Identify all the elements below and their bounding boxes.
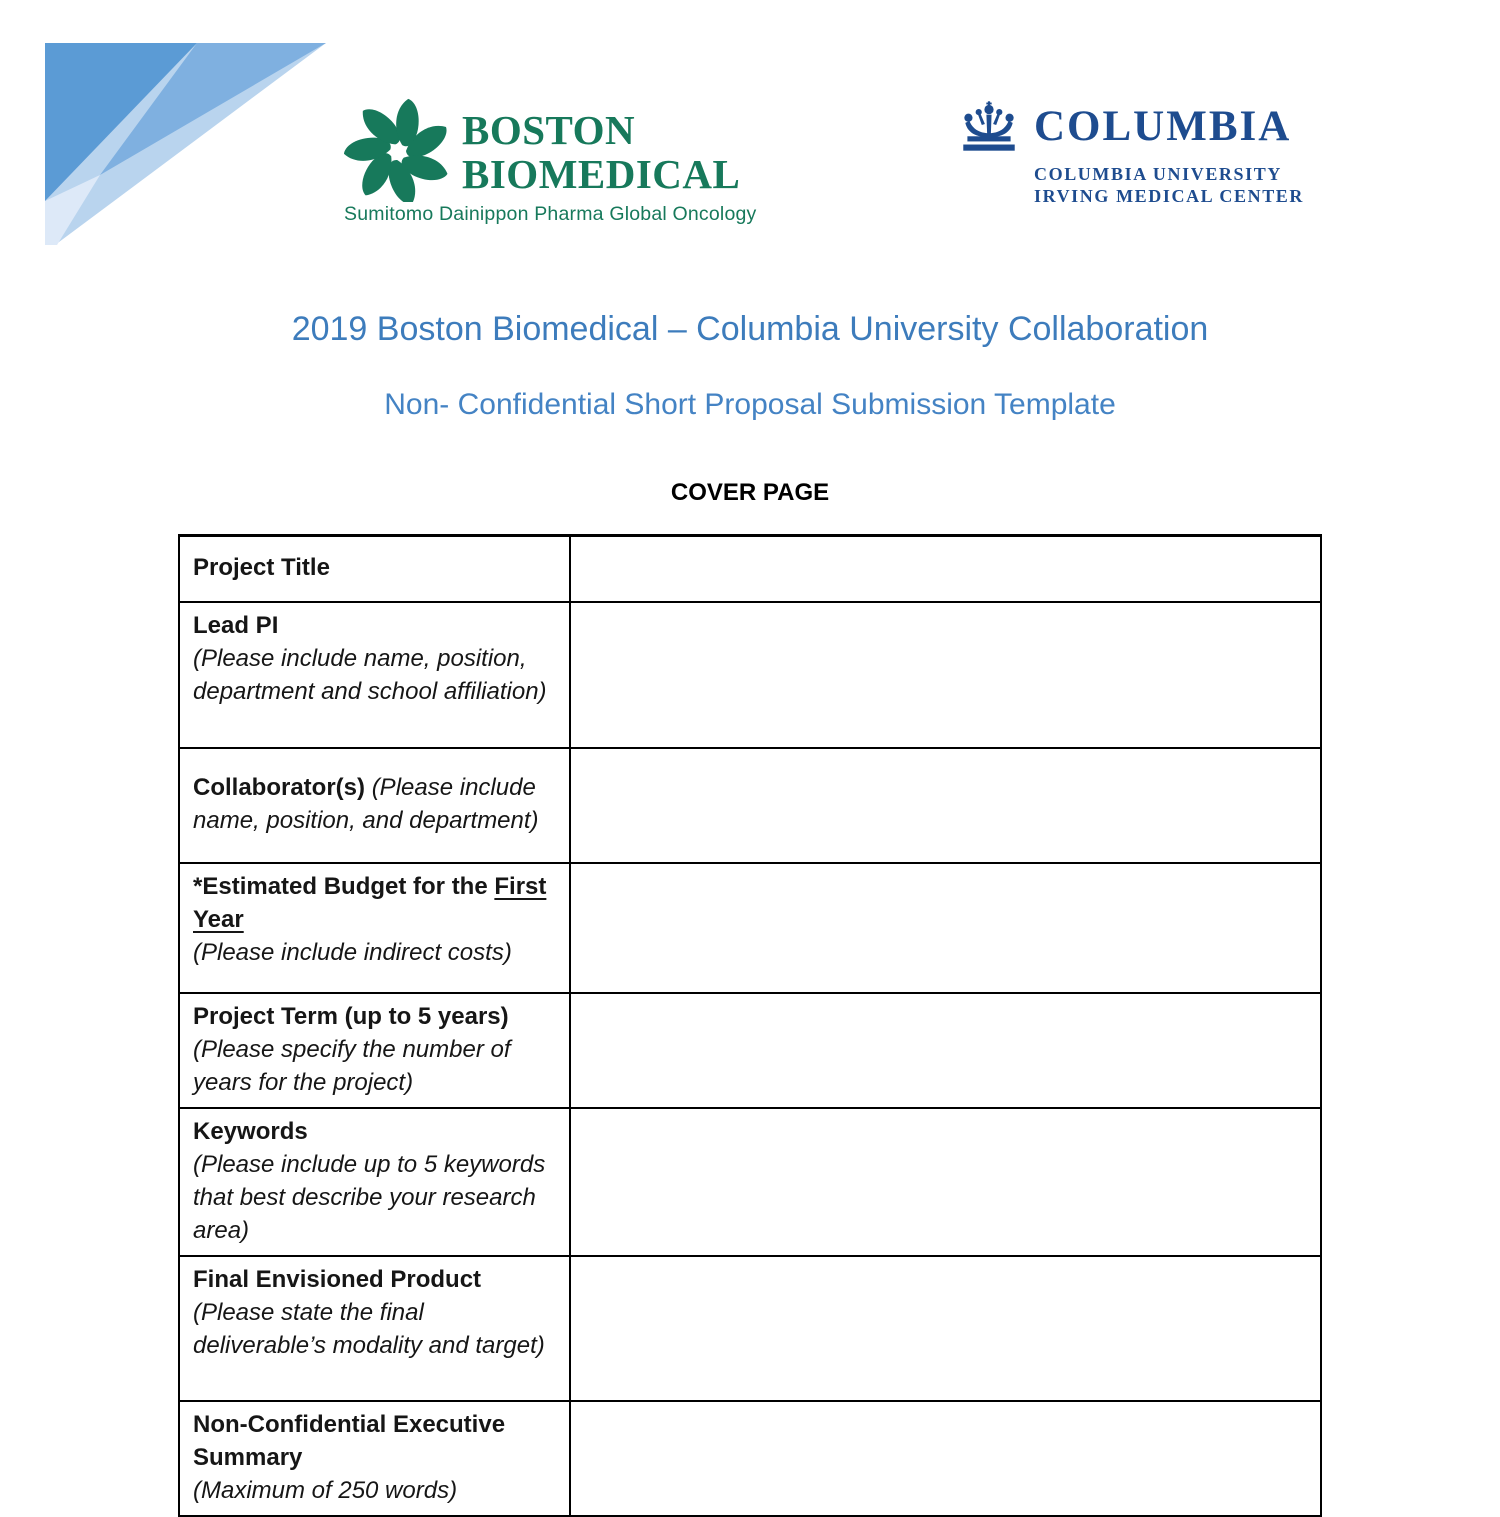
corner-triangles-decoration (45, 43, 335, 248)
estimated-budget-value-cell[interactable] (570, 863, 1321, 993)
collaborators-label-cell (179, 748, 570, 863)
table-row-lead-pi (179, 602, 1321, 748)
executive-summary-label-cell (179, 1401, 570, 1516)
collaborators-value-cell[interactable] (570, 748, 1321, 863)
table-row-collaborators (179, 748, 1321, 863)
table-row-keywords (179, 1108, 1321, 1256)
boston-biomedical-logo (344, 98, 757, 226)
table-row-project-title (179, 536, 1321, 602)
row-hint: (Maximum of 250 words) (193, 1476, 458, 1504)
row-hint: (Please include name, position, department and school affiliation) (193, 644, 547, 705)
row-label: Project Term (up to 5 years) (193, 1002, 509, 1030)
irving-medical-center-line: IRVING MEDICAL CENTER (1034, 186, 1304, 206)
final-product-value-cell[interactable] (570, 1256, 1321, 1401)
boston-biomedical-wordmark (462, 108, 740, 196)
pinwheel-flower-icon (344, 98, 452, 202)
table-row-final-envisioned-product (179, 1256, 1321, 1401)
boston-line: BOSTON (462, 107, 636, 153)
boston-biomedical-tagline: Sumitomo Dainippon Pharma Global Oncology (344, 203, 757, 225)
row-hint: (Please include indirect costs) (193, 938, 512, 966)
biomedical-line: BIOMEDICAL (462, 151, 741, 197)
keywords-label-cell (179, 1108, 570, 1256)
row-label: *Estimated Budget for the First Year (193, 872, 547, 933)
row-hint: (Please include up to 5 keywords that best describe your research area) (193, 1150, 546, 1244)
table-row-estimated-budget (179, 863, 1321, 993)
keywords-value-cell[interactable] (570, 1108, 1321, 1256)
project-term-label-cell (179, 993, 570, 1108)
row-label: Non-Confidential Executive Summary (193, 1410, 506, 1471)
row-label: Project Title (193, 554, 330, 582)
estimated-budget-label-cell (179, 863, 570, 993)
cover-page-table (178, 534, 1322, 1517)
table-row-executive-summary (179, 1401, 1321, 1516)
document-subtitle: Non- Confidential Short Proposal Submission Template (384, 388, 1116, 421)
final-product-label-cell (179, 1256, 570, 1401)
underlined-label-part: First Year (193, 872, 547, 933)
project-title-value-cell[interactable] (570, 536, 1321, 602)
project-title-label-cell (179, 536, 570, 602)
columbia-logo (953, 100, 1304, 207)
row-label: Final Envisioned Product (193, 1265, 482, 1293)
row-hint: (Please state the final deliverable’s modality and target) (193, 1298, 545, 1359)
row-label: Keywords (193, 1117, 308, 1145)
project-term-value-cell[interactable] (570, 993, 1321, 1108)
executive-summary-value-cell[interactable] (570, 1401, 1321, 1516)
lead-pi-value-cell[interactable] (570, 602, 1321, 748)
table-row-project-term (179, 993, 1321, 1108)
row-label: Collaborator(s) (193, 774, 366, 801)
columbia-wordmark: COLUMBIA (1034, 102, 1292, 150)
row-hint: (Please include name, position, and department) (193, 774, 539, 834)
crown-icon (953, 100, 1025, 152)
columbia-university-line: COLUMBIA UNIVERSITY (1034, 164, 1282, 184)
document-title: 2019 Boston Biomedical – Columbia University Collaboration (291, 310, 1209, 348)
lead-pi-label-cell (179, 602, 570, 748)
cover-page-heading: COVER PAGE (670, 479, 830, 506)
row-label: Lead PI (193, 611, 279, 639)
columbia-medical-center-lines (1034, 163, 1304, 207)
row-hint: (Please specify the number of years for the project) (193, 1035, 511, 1096)
